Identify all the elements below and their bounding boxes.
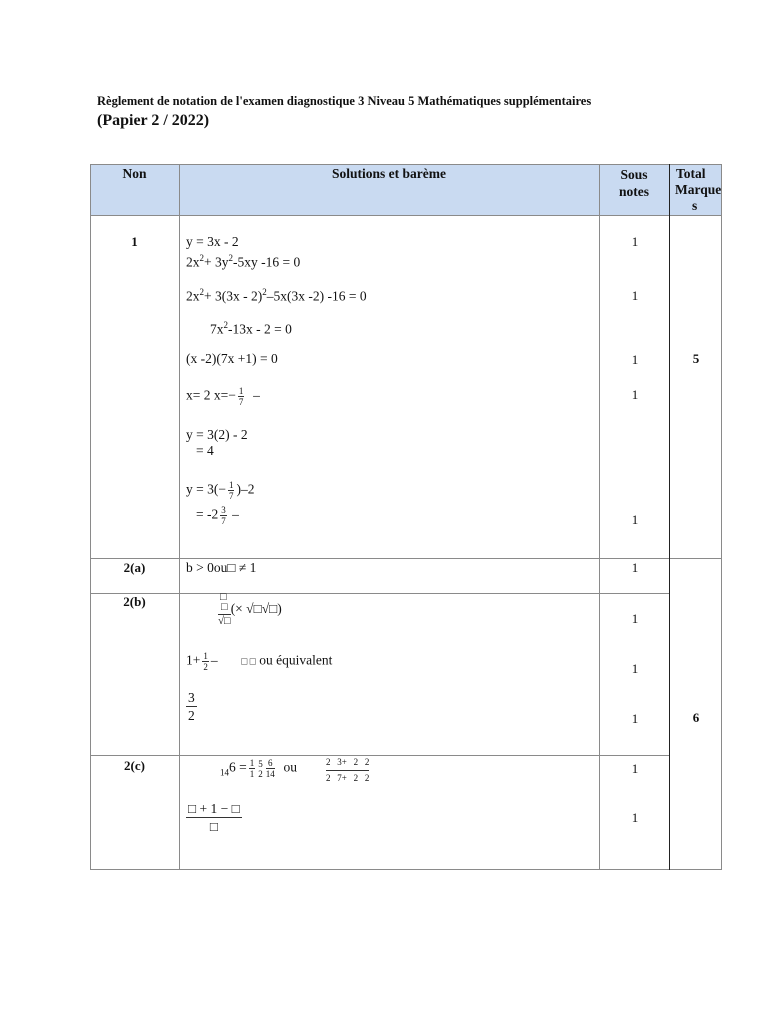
header-total-marks: Total Marque s: [675, 166, 722, 213]
q2b-mark-3: 1: [631, 711, 639, 726]
q2c-mark-1: 1: [631, 761, 639, 776]
row-divider-q2b: [90, 755, 670, 756]
document-subtitle: (Papier 2 / 2022): [97, 112, 210, 129]
table-border-top: [90, 164, 722, 165]
q1-line-6: x= 2 x=− $\frac{1}{7}$ –: [186, 386, 260, 407]
q1-line-3: $2x^2+ 3(3x - 2)^2-5x(3x$ -2) -16 = 0: [186, 287, 367, 304]
q2c-line-1: $_{14}$6 = $\frac{1}{1}$ 5 2 $\frac{6}{14}$ ou: [220, 758, 297, 779]
q1-mark-2: 1: [631, 288, 639, 303]
q1-mark-4: 1: [631, 387, 639, 402]
q2b-mark-1: 1: [631, 611, 639, 626]
header-no: Non: [122, 166, 147, 181]
document-title: Règlement de notation de l'examen diagnostique 3 Niveau 5 Mathématiques supplémentaires: [97, 94, 592, 108]
q1-line-4: $7x^2-13x - 2 = 0$: [210, 320, 292, 337]
q2b-line-2: 1+ $\frac{1}{2}$ – □ □ ou équivalent: [186, 651, 333, 672]
q2c-mark-2: 1: [631, 810, 639, 825]
q2b-mark-2: 1: [631, 661, 639, 676]
table-border-right: [721, 164, 722, 870]
q2a-mark-1: 1: [631, 560, 639, 575]
header-sub-marks: Sous notes: [619, 167, 649, 199]
q1-mark-3: 1: [631, 352, 639, 367]
q2b-line-1-top: □: [220, 591, 227, 603]
question-number-1: 1: [131, 234, 138, 249]
q1-line-8: = 4: [196, 443, 214, 458]
question-number-2b: 2(b): [123, 594, 146, 609]
q1-line-2: $2x^2+ 3y^2-5xy$ -16 = 0: [186, 253, 301, 270]
header-solutions: Solutions et barème: [332, 166, 446, 181]
q2a-line-1: b > 0ou□ ≠ 1: [186, 560, 257, 575]
q1-line-9: y = 3(− $\frac{1}{7}$ )–2: [186, 480, 255, 501]
q1-mark-5: 1: [631, 512, 639, 527]
q2c-line-1-right: 2 3+ 2 2 2 7+ 2 2: [326, 757, 370, 783]
q2c-line-2: $\frac{□ + 1 - □}{□}$: [188, 801, 240, 834]
row-divider-q1: [90, 558, 722, 559]
question-number-2a: 2(a): [123, 560, 146, 575]
q1-line-10: = -2 $\frac{3}{7}$ –: [196, 505, 239, 526]
q1-line-7: y = 3(2) - 2: [186, 427, 248, 442]
q1-total: 5: [692, 351, 700, 366]
table-header-divider: [90, 215, 722, 216]
q2b-line-1: $\frac{□}{√□}(\times$ √□√□): [218, 601, 282, 627]
q1-mark-1: 1: [631, 234, 639, 249]
table-border-bottom: [90, 869, 722, 870]
q1-line-5: (x -2)(7x +1) = 0: [186, 351, 278, 366]
q2b-line-3: $\frac{3}{2}$: [188, 690, 195, 723]
col-divider-1: [179, 164, 180, 870]
question-number-2c: 2(c): [124, 758, 145, 773]
q2-total: 6: [692, 710, 700, 725]
q1-line-1: y = 3x - 2: [186, 234, 239, 249]
marking-scheme-table: [90, 164, 722, 870]
